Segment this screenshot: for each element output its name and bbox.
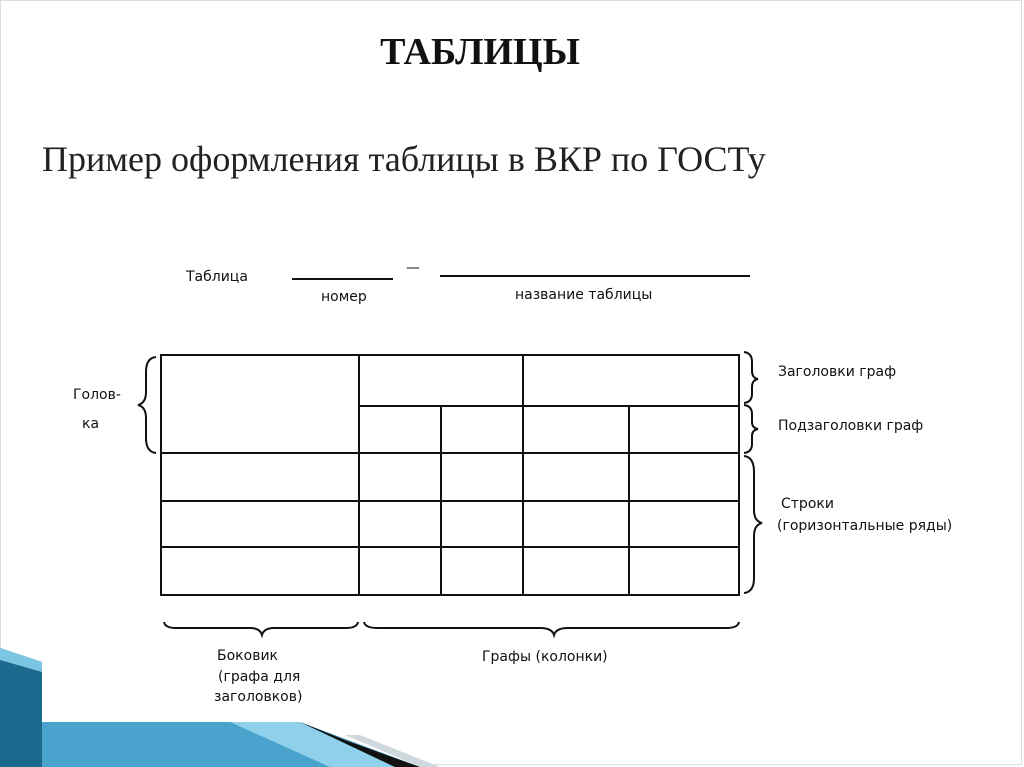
column-headers-label: Заголовки граф — [778, 364, 897, 380]
decorative-corner-accent — [0, 648, 440, 767]
column-headers-brace — [744, 352, 758, 403]
columns-label: Графы (колонки) — [482, 649, 608, 665]
slide-subtitle: Пример оформления таблицы в ВКР по ГОСТу — [42, 139, 766, 179]
stub-label-line1: Боковик — [217, 648, 278, 664]
rows-label-line1: Строки — [781, 496, 834, 512]
caption-number-label: номер — [321, 289, 367, 305]
columns-brace — [364, 622, 739, 635]
column-subheaders-brace — [744, 405, 758, 453]
head-brace — [138, 357, 156, 453]
slide-title: ТАБЛИЦЫ — [380, 31, 580, 73]
table-grid — [161, 355, 739, 595]
rows-label-line2: (горизонтальные ряды) — [777, 518, 953, 534]
head-label-line1: Голов- — [73, 387, 121, 403]
head-label-line2: ка — [82, 416, 100, 432]
caption-prefix: Таблица — [186, 269, 248, 285]
stub-label-line3: заголовков) — [214, 689, 303, 705]
stub-label-line2: (графа для — [218, 669, 301, 685]
stub-brace — [164, 622, 358, 635]
column-subheaders-label: Подзаголовки граф — [778, 418, 924, 434]
table-outline — [161, 355, 739, 595]
rows-brace — [744, 456, 762, 593]
caption-name-label: название таблицы — [515, 287, 653, 303]
caption-dash: — — [406, 260, 420, 276]
